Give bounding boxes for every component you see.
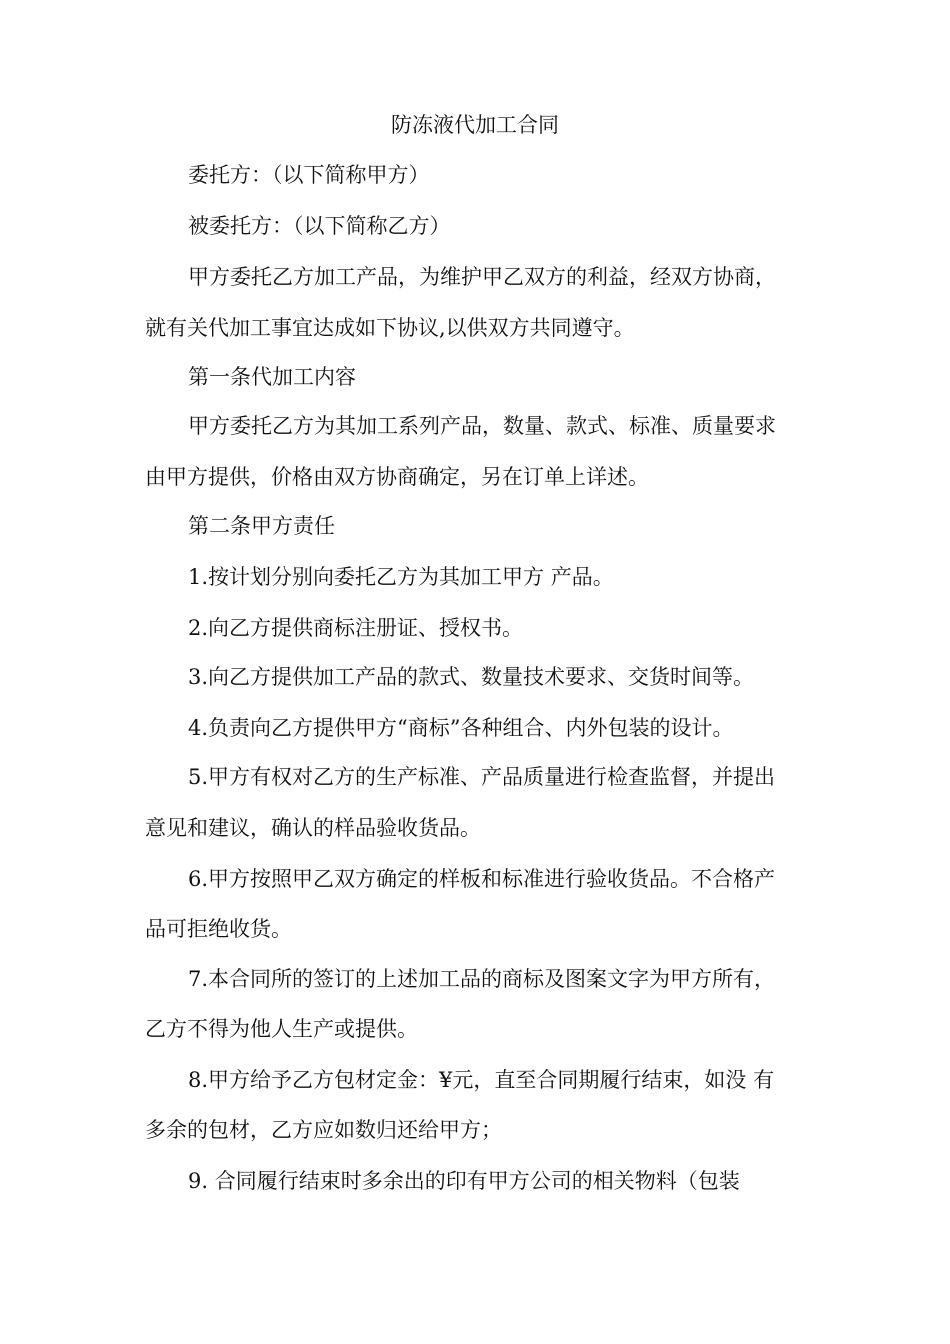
section-heading-2: 第二条甲方责任 xyxy=(188,514,335,538)
clause-7-line-1: 7.本合同所的签订的上述加工品的商标及图案文字为甲方所有， xyxy=(188,967,776,991)
clause-6-line-1: 6.甲方按照甲乙双方确定的样板和标准进行验收货品。不合格产 xyxy=(188,867,776,891)
clause-8-line-1: 8.甲方给予乙方包材定金：¥元，直至合同期履行结束，如没 有 xyxy=(188,1068,775,1092)
clause-7-line-2: 乙方不得为他人生产或提供。 xyxy=(145,1017,418,1041)
section-heading-1: 第一条代加工内容 xyxy=(188,365,356,389)
clause-3: 3.向乙方提供加工产品的款式、数量技术要求、交货时间等。 xyxy=(188,665,755,689)
clause-9-line-1: 9. 合同履行结束时多余出的印有甲方公司的相关物料（包装 xyxy=(188,1169,740,1193)
clause-5-line-1: 5.甲方有权对乙方的生产标准、产品质量进行检查监督，并提出 xyxy=(188,765,776,789)
clause-4: 4.负责向乙方提供甲方“商标”各种组合、内外包装的设计。 xyxy=(188,716,734,740)
paragraph-content-line-2: 由甲方提供，价格由双方协商确定，另在订单上详述。 xyxy=(145,465,649,489)
clause-8-line-2: 多余的包材，乙方应如数归还给甲方； xyxy=(145,1118,502,1142)
document-title: 防冻液代加工合同 xyxy=(391,113,559,137)
clause-1: 1.按计划分别向委托乙方为其加工甲方 产品。 xyxy=(188,565,614,589)
clause-2: 2.向乙方提供商标注册证、授权书。 xyxy=(188,616,524,640)
paragraph-intro-line-1: 甲方委托乙方加工产品，为维护甲乙双方的利益，经双方协商， xyxy=(188,265,776,289)
clause-6-line-2: 品可拒绝收货。 xyxy=(145,917,292,941)
paragraph-intro-line-2: 就有关代加工事宜达成如下协议,以供双方共同遵守。 xyxy=(145,316,635,340)
paragraph-contractor: 被委托方：（以下简称乙方） xyxy=(188,214,451,238)
paragraph-content-line-1: 甲方委托乙方为其加工系列产品，数量、款式、标准、质量要求 xyxy=(188,414,776,438)
clause-5-line-2: 意见和建议，确认的样品验收货品。 xyxy=(145,816,481,840)
paragraph-client: 委托方：（以下简称甲方） xyxy=(188,163,430,187)
